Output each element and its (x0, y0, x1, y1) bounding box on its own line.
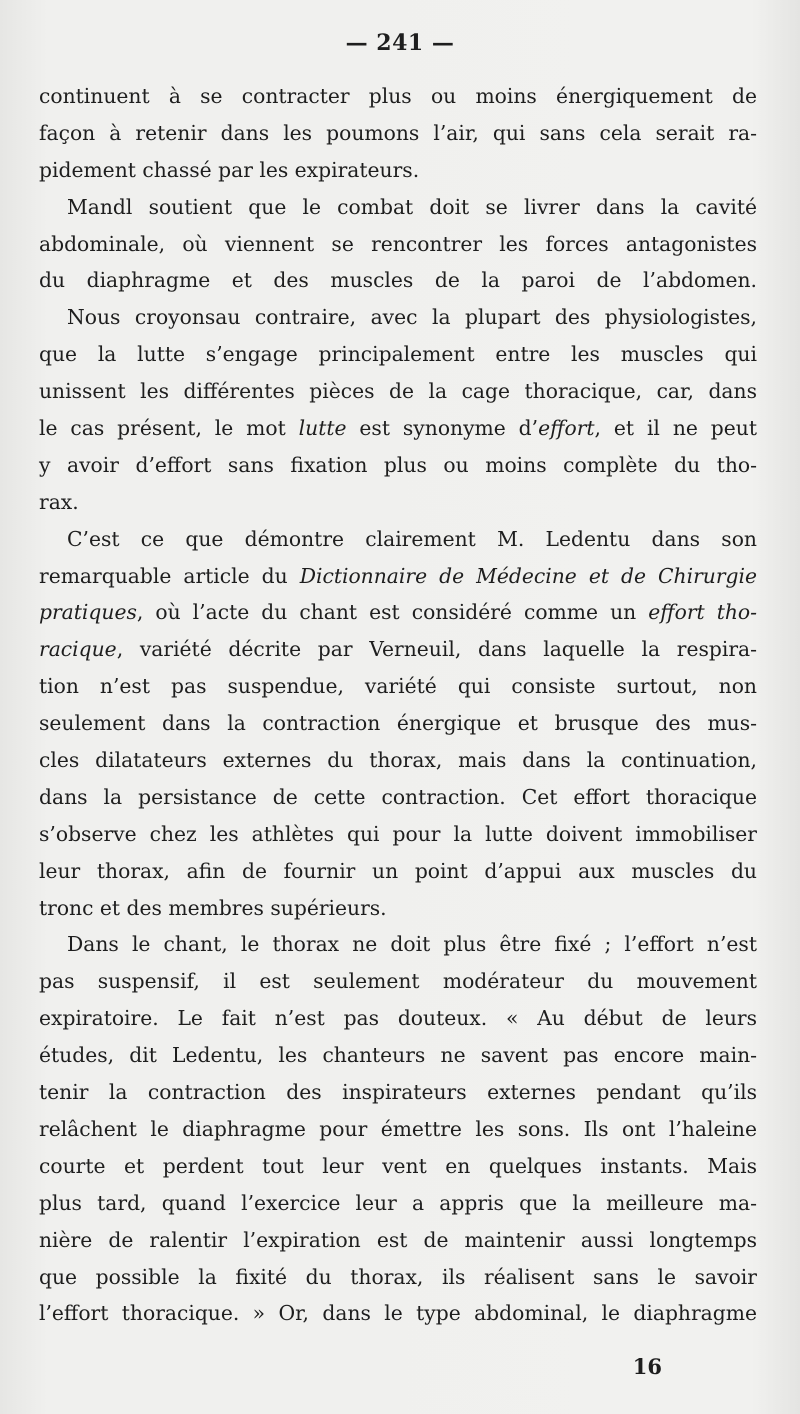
text-run: dans la persistance de cette contraction. Cet effort thoracique (39, 784, 757, 809)
text-line (39, 963, 757, 1000)
text-run: pas suspensif, il est seulement modérateur du mouvement (39, 969, 757, 994)
text-run: du diaphragme et des muscles de la paroi de l’abdomen. (39, 268, 757, 293)
text-run: pidement chassé par les expirateurs. (39, 157, 420, 182)
text-line (39, 152, 757, 189)
text-line (39, 1148, 757, 1185)
text-run: études, dit Ledentu, les chanteurs ne savent pas encore main- (39, 1043, 757, 1068)
text-line (39, 1111, 757, 1148)
text-line (39, 373, 757, 410)
text-line (39, 853, 757, 890)
text-run: , et il ne peut (594, 416, 757, 441)
text-run: est synonyme d’ (346, 416, 539, 441)
text-line (39, 410, 757, 447)
text-run: remarquable article du (39, 563, 300, 588)
text-run: abdominale, où viennent se rencontrer les forces antagonistes (39, 231, 757, 256)
text-line (39, 1259, 757, 1296)
text-line (39, 447, 757, 484)
text-run: , variété décrite par Verneuil, dans laquelle la respira- (116, 637, 757, 662)
text-line (39, 262, 757, 299)
text-line (39, 336, 757, 373)
text-line (39, 226, 757, 263)
text-run: Dans le chant, le thorax ne doit plus être fixé ; l’effort n’est (67, 932, 757, 957)
text-line (39, 668, 757, 705)
text-line (39, 78, 757, 115)
text-run: le cas présent, le mot (39, 416, 299, 441)
text-run: s’observe chez les athlètes qui pour la lutte doivent immobiliser (39, 821, 757, 846)
text-run: continuent à se contracter plus ou moins énergiquement de (39, 84, 757, 108)
italic-text: effort (538, 416, 595, 441)
text-run: expiratoire. Le fait n’est pas douteux. « Au début de leurs (39, 1006, 757, 1031)
text-run: Nous croyonsau contraire, avec la plupart des physiologistes, (67, 305, 757, 330)
text-run: seulement dans la contraction énergique et brusque des mus- (39, 711, 757, 736)
text-line (39, 558, 757, 595)
text-line (39, 816, 757, 853)
text-run: que possible la fixité du thorax, ils réalisent sans le savoir (39, 1264, 757, 1289)
text-run: tion n’est pas suspendue, variété qui consiste surtout, non (39, 674, 757, 699)
italic-text: pratiques (39, 600, 137, 625)
text-run: rax. (39, 489, 79, 514)
text-line (39, 115, 757, 152)
text-line (39, 1295, 757, 1332)
text-line (39, 705, 757, 742)
text-line (39, 299, 757, 336)
text-run: cles dilatateurs externes du thorax, mais dans la continuation, (39, 748, 757, 773)
text-run: tenir la contraction des inspirateurs externes pendant qu’ils (39, 1080, 757, 1105)
text-line (39, 521, 757, 558)
text-line (39, 779, 757, 816)
text-run: que la lutte s’engage principalement entre les muscles qui (39, 342, 757, 367)
text-line (39, 594, 757, 631)
italic-text: racique (39, 637, 117, 662)
text-run: C’est ce que démontre clairement M. Ledentu dans son (67, 526, 757, 551)
page-number: — 241 — (345, 30, 455, 56)
text-line (39, 484, 757, 521)
text-run: l’effort thoracique. » Or, dans le type abdominal, le diaphragme (39, 1301, 757, 1326)
text-run: nière de ralentir l’expiration est de maintenir aussi longtemps (39, 1227, 757, 1252)
text-line (39, 1000, 757, 1037)
text-run: unissent les différentes pièces de la cage thoracique, car, dans (39, 379, 757, 404)
signature-mark: 16 (632, 1354, 662, 1379)
text-run: relâchent le diaphragme pour émettre les sons. Ils ont l’haleine (39, 1116, 757, 1141)
text-run: Mandl soutient que le combat doit se livrer dans la cavité (67, 194, 757, 219)
text-line (39, 189, 757, 226)
body-text (39, 78, 757, 1332)
text-line (39, 1185, 757, 1222)
text-line (39, 1222, 757, 1259)
text-line (39, 742, 757, 779)
text-run: façon à retenir dans les poumons l’air, qui sans cela serait ra- (39, 120, 757, 145)
text-run: courte et perdent tout leur vent en quelques instants. Mais (39, 1153, 757, 1178)
text-run: y avoir d’effort sans fixation plus ou moins complète du tho- (39, 452, 757, 477)
italic-text: Dictionnaire de Médecine et de Chirurgie (299, 563, 757, 588)
italic-text: effort tho- (648, 600, 757, 625)
text-run: , où l’acte du chant est considéré comme un (136, 600, 649, 625)
text-run: tronc et des membres supérieurs. (39, 895, 387, 920)
text-line (39, 1037, 757, 1074)
text-run: leur thorax, afin de fournir un point d’appui aux muscles du (39, 858, 757, 883)
text-line (39, 1074, 757, 1111)
text-line (39, 926, 757, 963)
text-run: plus tard, quand l’exercice leur a appris que la meilleure ma- (39, 1190, 757, 1215)
italic-text: lutte (298, 416, 347, 441)
text-line (39, 631, 757, 668)
text-line (39, 890, 757, 927)
